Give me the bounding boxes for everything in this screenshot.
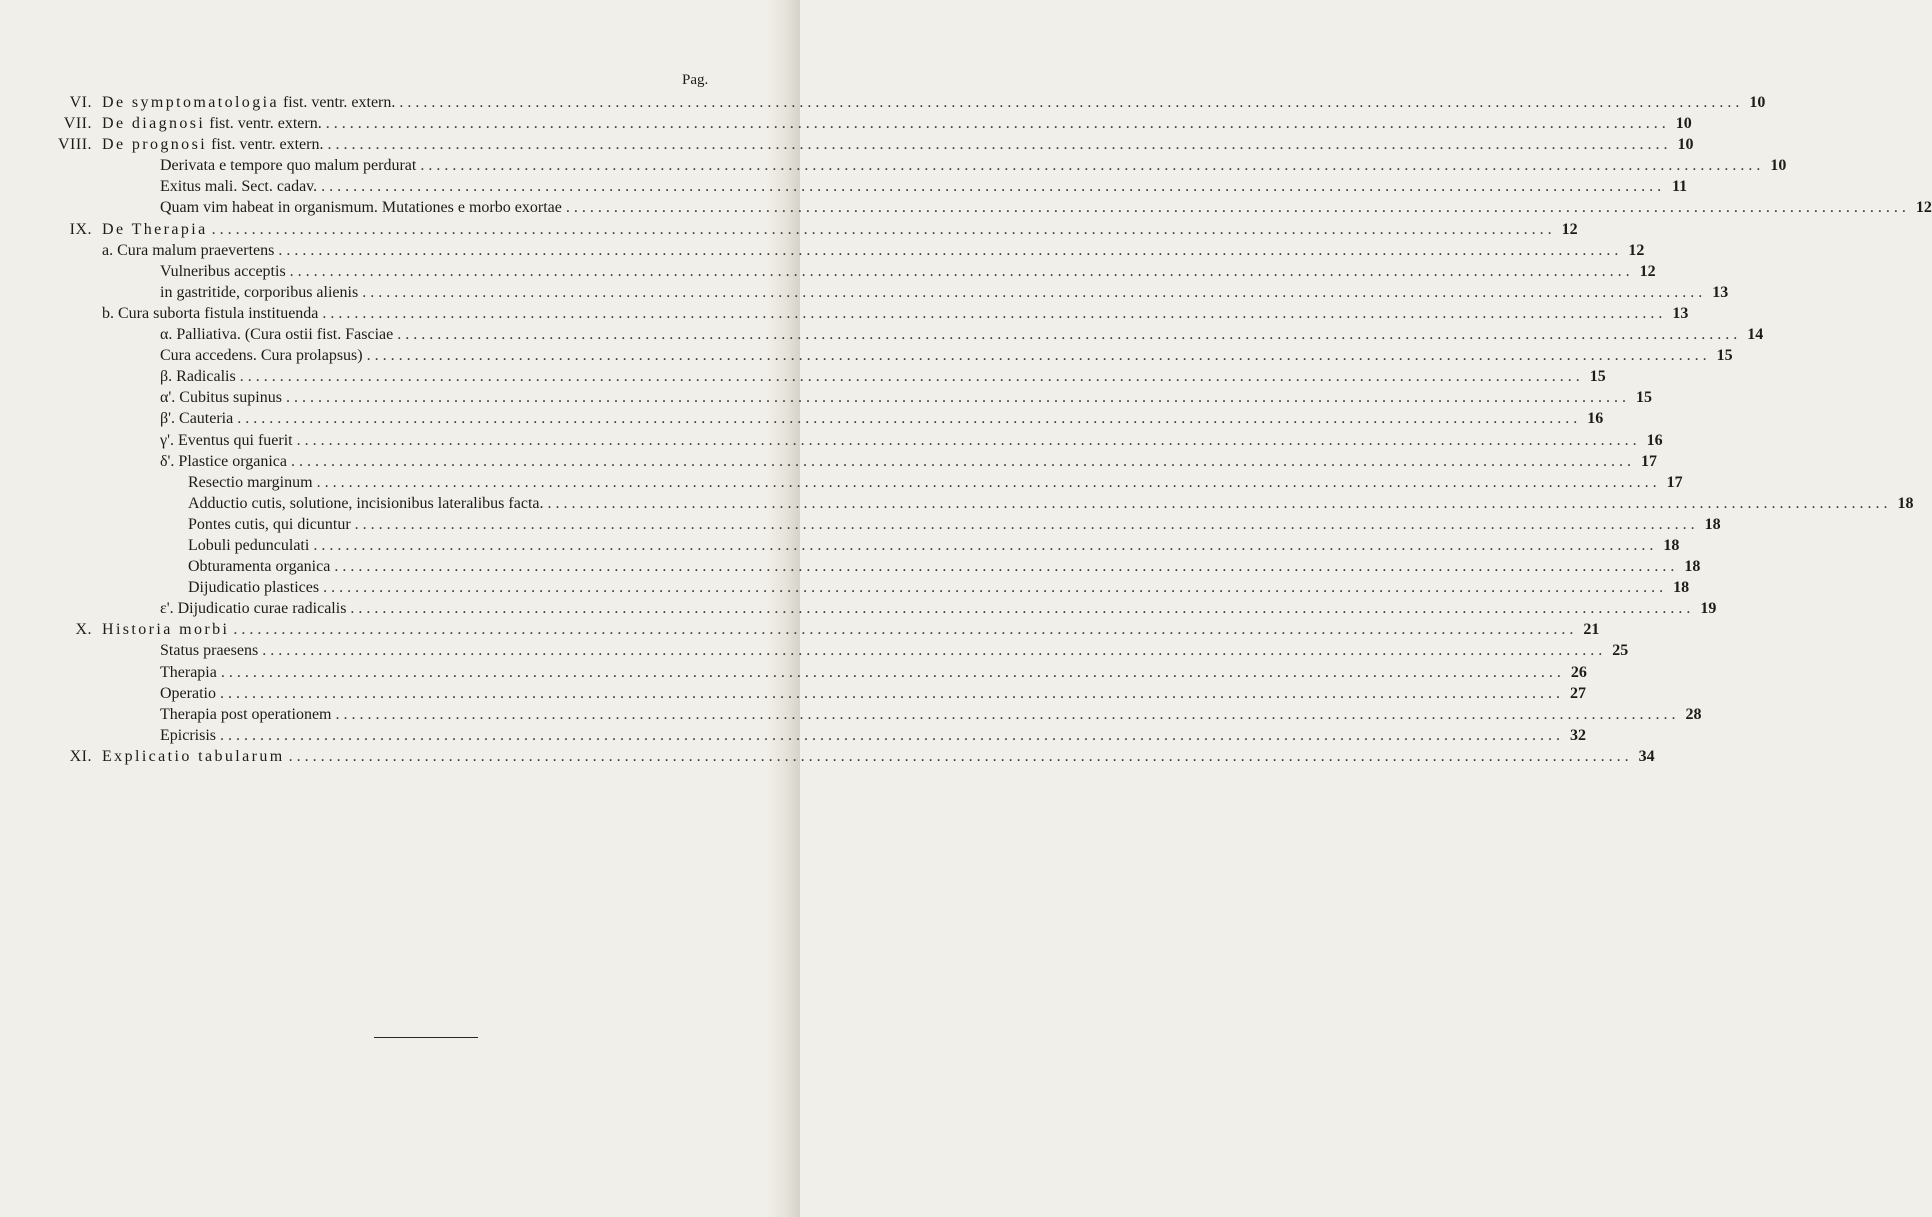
page-column-header: Pag. bbox=[682, 72, 709, 88]
toc-entry bbox=[58, 155, 1787, 176]
entry-title bbox=[102, 134, 323, 155]
page-number: 18 bbox=[1673, 579, 1690, 597]
dot-leader bbox=[291, 451, 1631, 472]
toc-entry bbox=[58, 387, 1652, 408]
entry-title-spaced: Historia morbi bbox=[102, 621, 230, 639]
toc-entry bbox=[58, 683, 1586, 704]
toc-entry bbox=[58, 640, 1629, 661]
entry-title bbox=[102, 113, 322, 134]
entry-title: δ'. Plastice organica bbox=[160, 452, 287, 470]
page-number: 12 bbox=[1628, 241, 1645, 259]
toc-entry bbox=[58, 704, 1702, 725]
toc-entry bbox=[58, 472, 1683, 493]
entry-title: Resectio marginum bbox=[188, 473, 313, 491]
toc-entry bbox=[58, 746, 1655, 767]
page-number: 32 bbox=[1570, 726, 1586, 744]
dot-leader bbox=[220, 683, 1560, 704]
dot-leader bbox=[547, 493, 1887, 514]
entry-title: Vulneribus acceptis bbox=[160, 262, 286, 280]
entry-title: a. Cura malum praevertens bbox=[102, 241, 275, 259]
entry-title: Pontes cutis, qui dicuntur bbox=[188, 515, 351, 533]
toc-entry bbox=[58, 261, 1656, 282]
page-number: 10 bbox=[1675, 115, 1692, 133]
dot-leader bbox=[399, 92, 1739, 113]
entry-title: Therapia bbox=[160, 663, 217, 681]
toc-entry bbox=[58, 408, 1604, 429]
entry-title: α. Palliativa. (Cura ostii fist. Fasciae bbox=[160, 326, 394, 344]
page-number: 25 bbox=[1612, 642, 1629, 660]
dot-leader bbox=[290, 261, 1630, 282]
toc-entry bbox=[58, 324, 1764, 345]
dot-leader bbox=[313, 535, 1653, 556]
table-of-contents bbox=[58, 92, 1932, 767]
chapter-number: VII. bbox=[63, 115, 92, 133]
chapter-number: IX. bbox=[69, 220, 92, 238]
dot-leader bbox=[566, 197, 1906, 218]
entry-title: in gastritide, corporibus alienis bbox=[160, 283, 359, 301]
toc-entry bbox=[58, 134, 1694, 155]
toc-entry bbox=[58, 535, 1680, 556]
page-number: 12 bbox=[1915, 199, 1932, 217]
dot-leader bbox=[240, 366, 1580, 387]
dot-leader bbox=[322, 303, 1662, 324]
entry-title-spaced: Explicatio tabularum bbox=[102, 747, 285, 765]
entry-title-rest: fist. ventr. extern. bbox=[278, 94, 396, 111]
entry-title: α'. Cubitus supinus bbox=[160, 389, 282, 407]
page-number: 18 bbox=[1663, 536, 1680, 554]
entry-title-spaced: De Therapia bbox=[102, 220, 208, 238]
dot-leader bbox=[362, 282, 1702, 303]
toc-entry bbox=[58, 598, 1717, 619]
chapter-number: XI. bbox=[69, 747, 92, 765]
page-number: 15 bbox=[1716, 347, 1733, 365]
dot-leader bbox=[221, 662, 1561, 683]
dot-leader bbox=[317, 472, 1657, 493]
dot-leader bbox=[355, 514, 1695, 535]
toc-entry bbox=[58, 197, 1932, 218]
dot-leader bbox=[321, 176, 1661, 197]
entry-title: Operatio bbox=[160, 684, 216, 702]
chapter-number: VIII. bbox=[58, 136, 93, 154]
toc-entry bbox=[58, 662, 1587, 683]
entry-title-spaced: De diagnosi bbox=[102, 115, 206, 133]
toc-entry bbox=[58, 556, 1701, 577]
dot-leader bbox=[220, 725, 1560, 746]
dot-leader bbox=[326, 113, 1666, 134]
page-number: 14 bbox=[1747, 326, 1764, 344]
dot-leader bbox=[297, 430, 1637, 451]
entry-title: Exitus mali. Sect. cadav. bbox=[160, 178, 318, 196]
page-number: 10 bbox=[1770, 157, 1787, 175]
page-number: 26 bbox=[1570, 663, 1587, 681]
toc-entry bbox=[58, 619, 1600, 640]
dot-leader bbox=[286, 387, 1626, 408]
dot-leader bbox=[323, 577, 1663, 598]
toc-entry bbox=[58, 345, 1733, 366]
dot-leader bbox=[262, 640, 1602, 661]
dot-leader bbox=[212, 219, 1552, 240]
page-number: 10 bbox=[1749, 94, 1766, 111]
toc-entry bbox=[58, 725, 1586, 746]
toc-entry bbox=[58, 514, 1721, 535]
dot-leader bbox=[334, 556, 1674, 577]
page-number: 18 bbox=[1684, 558, 1701, 576]
page-number: 28 bbox=[1685, 705, 1702, 723]
entry-title-rest: fist. ventr. extern. bbox=[205, 115, 322, 133]
entry-title-spaced: De prognosi bbox=[102, 136, 208, 154]
page-number: 10 bbox=[1677, 136, 1694, 154]
entry-title: γ'. Eventus qui fuerit bbox=[160, 431, 293, 449]
dot-leader bbox=[289, 746, 1629, 767]
page-number: 12 bbox=[1639, 262, 1656, 280]
toc-entry bbox=[58, 176, 1688, 197]
dot-leader bbox=[350, 598, 1690, 619]
entry-title-spaced: De symptomatologia bbox=[102, 94, 279, 111]
entry-title: Therapia post operationem bbox=[160, 705, 332, 723]
page-number: 34 bbox=[1638, 747, 1655, 765]
dot-leader bbox=[420, 155, 1760, 176]
page-number: 18 bbox=[1897, 494, 1914, 512]
page-number: 27 bbox=[1569, 684, 1586, 702]
toc-entry bbox=[58, 113, 1692, 134]
page-number: 13 bbox=[1712, 283, 1729, 301]
toc-entry bbox=[58, 92, 1766, 113]
entry-title: Obturamenta organica bbox=[188, 558, 331, 576]
entry-title: Status praesens bbox=[160, 642, 259, 660]
toc-entry bbox=[58, 493, 1914, 514]
dot-leader bbox=[233, 619, 1573, 640]
toc-entry bbox=[58, 366, 1606, 387]
dot-leader bbox=[327, 134, 1667, 155]
entry-title: Epicrisis bbox=[160, 726, 216, 744]
entry-title: b. Cura suborta fistula instituenda bbox=[102, 304, 319, 322]
entry-title-rest: fist. ventr. extern. bbox=[207, 136, 324, 154]
page-number: 12 bbox=[1561, 220, 1578, 238]
entry-title: β. Radicalis bbox=[160, 368, 236, 386]
toc-entry bbox=[58, 451, 1657, 472]
page-number: 18 bbox=[1704, 515, 1721, 533]
entry-title bbox=[102, 92, 395, 113]
page-number: 17 bbox=[1666, 473, 1683, 491]
toc-entry bbox=[58, 219, 1578, 240]
toc-entry bbox=[58, 240, 1645, 261]
entry-title: Derivata e tempore quo malum perdurat bbox=[160, 157, 417, 175]
entry-title: Quam vim habeat in organismum. Mutationes e morbo exortae bbox=[160, 199, 562, 217]
page-number: 17 bbox=[1640, 452, 1657, 470]
entry-title: Cura accedens. Cura prolapsus) bbox=[160, 347, 363, 365]
entry-title: β'. Cauteria bbox=[160, 410, 234, 428]
chapter-number: VI. bbox=[69, 94, 92, 111]
page-number: 21 bbox=[1583, 621, 1600, 639]
toc-entry bbox=[58, 430, 1663, 451]
dot-leader bbox=[367, 345, 1707, 366]
page-number: 16 bbox=[1646, 431, 1663, 449]
page-number: 15 bbox=[1589, 368, 1606, 386]
page-number: 19 bbox=[1700, 600, 1717, 618]
toc-entry bbox=[58, 303, 1689, 324]
entry-title: Dijudicatio plastices bbox=[188, 579, 320, 597]
chapter-number: X. bbox=[75, 621, 92, 639]
page-number: 11 bbox=[1672, 178, 1688, 196]
page-number: 13 bbox=[1672, 304, 1689, 322]
entry-title: Adductio cutis, solutione, incisionibus lateralibus facta. bbox=[188, 494, 544, 512]
entry-title: Lobuli pedunculati bbox=[188, 536, 310, 554]
toc-entry bbox=[58, 282, 1729, 303]
dot-leader bbox=[397, 324, 1737, 345]
closing-rule bbox=[374, 1037, 478, 1038]
page-number: 15 bbox=[1635, 389, 1652, 407]
dot-leader bbox=[237, 408, 1577, 429]
dot-leader bbox=[336, 704, 1676, 725]
page-number: 16 bbox=[1587, 410, 1604, 428]
entry-title bbox=[102, 219, 208, 240]
entry-title bbox=[102, 619, 229, 640]
toc-entry bbox=[58, 577, 1690, 598]
dot-leader bbox=[278, 240, 1618, 261]
entry-title: ε'. Dijudicatio curae radicalis bbox=[160, 600, 347, 618]
entry-title bbox=[102, 746, 285, 767]
